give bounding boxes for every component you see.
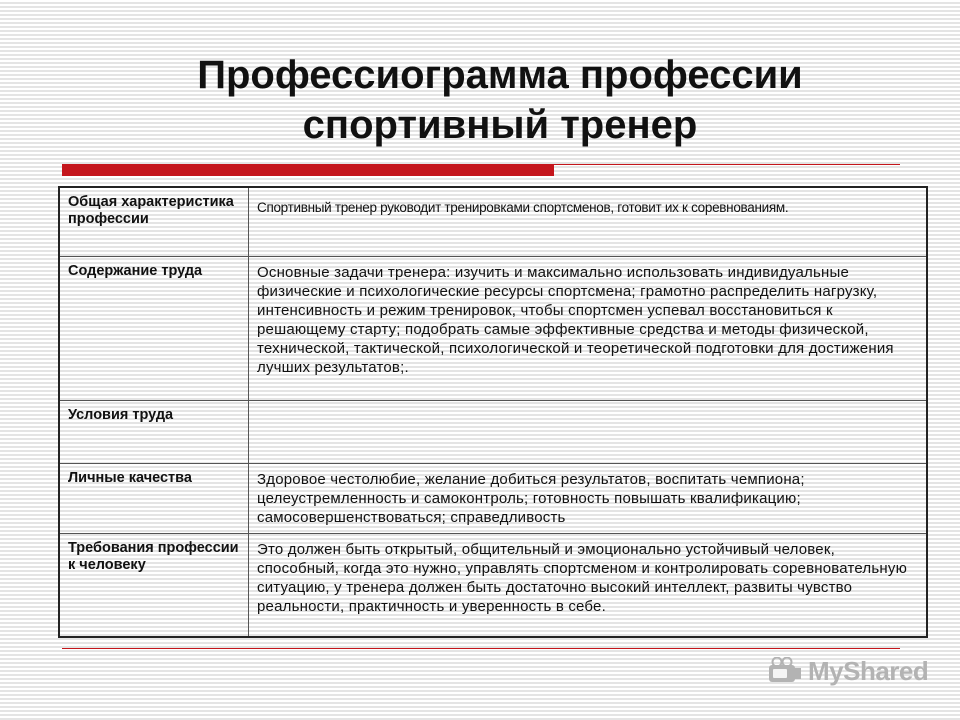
table-row <box>59 534 927 638</box>
professiogram-table <box>58 186 928 638</box>
row-label: Условия труда <box>59 401 249 464</box>
row-value: Здоровое честолюбие, желание добиться результатов, воспитать чемпиона; целеустремленность и самоконтроль; готовность повышать квалификацию; самосовершенствоваться; справедливость <box>249 464 928 534</box>
slide-title <box>0 50 960 150</box>
table-row <box>59 187 927 257</box>
row-label: Личные качества <box>59 464 249 534</box>
projector-icon <box>768 657 802 687</box>
row-value <box>249 401 928 464</box>
title-line-2: спортивный тренер <box>302 103 698 147</box>
accent-bar <box>62 165 554 176</box>
row-label: Содержание труда <box>59 257 249 401</box>
watermark-text: MyShared <box>808 656 929 686</box>
row-value: Спортивный тренер руководит тренировками спортсменов, готовит их к соревнованиям. <box>249 187 928 257</box>
row-value: Основные задачи тренера: изучить и максимально использовать индивидуальные физические и психологические ресурсы спортсмена; грамотно распределить нагрузку, интенсивность и режим тренировок, чтобы спортсмен успевал восстановиться к решающему старту; подобрать самые эффективные средства и методы физической, технической, тактической, психологической и теоретической подготовки для достижения лучших результатов;. <box>249 257 928 401</box>
table-row <box>59 464 927 534</box>
bottom-accent-line <box>62 648 900 649</box>
row-label: Требования профессии к человеку <box>59 534 249 638</box>
row-value: Это должен быть открытый, общительный и эмоционально устойчивый человек, способный, когда это нужно, управлять спортсменом и контролировать соревновательную ситуацию, у тренера должен быть достаточно высокий интеллект, развиты чувство реальности, практичность и уверенность в себе. <box>249 534 928 638</box>
table-row <box>59 401 927 464</box>
watermark-logo <box>768 656 928 687</box>
table-row <box>59 257 927 401</box>
row-label: Общая характеристика профессии <box>59 187 249 257</box>
title-line-1: Профессиограмма профессии <box>197 53 803 97</box>
